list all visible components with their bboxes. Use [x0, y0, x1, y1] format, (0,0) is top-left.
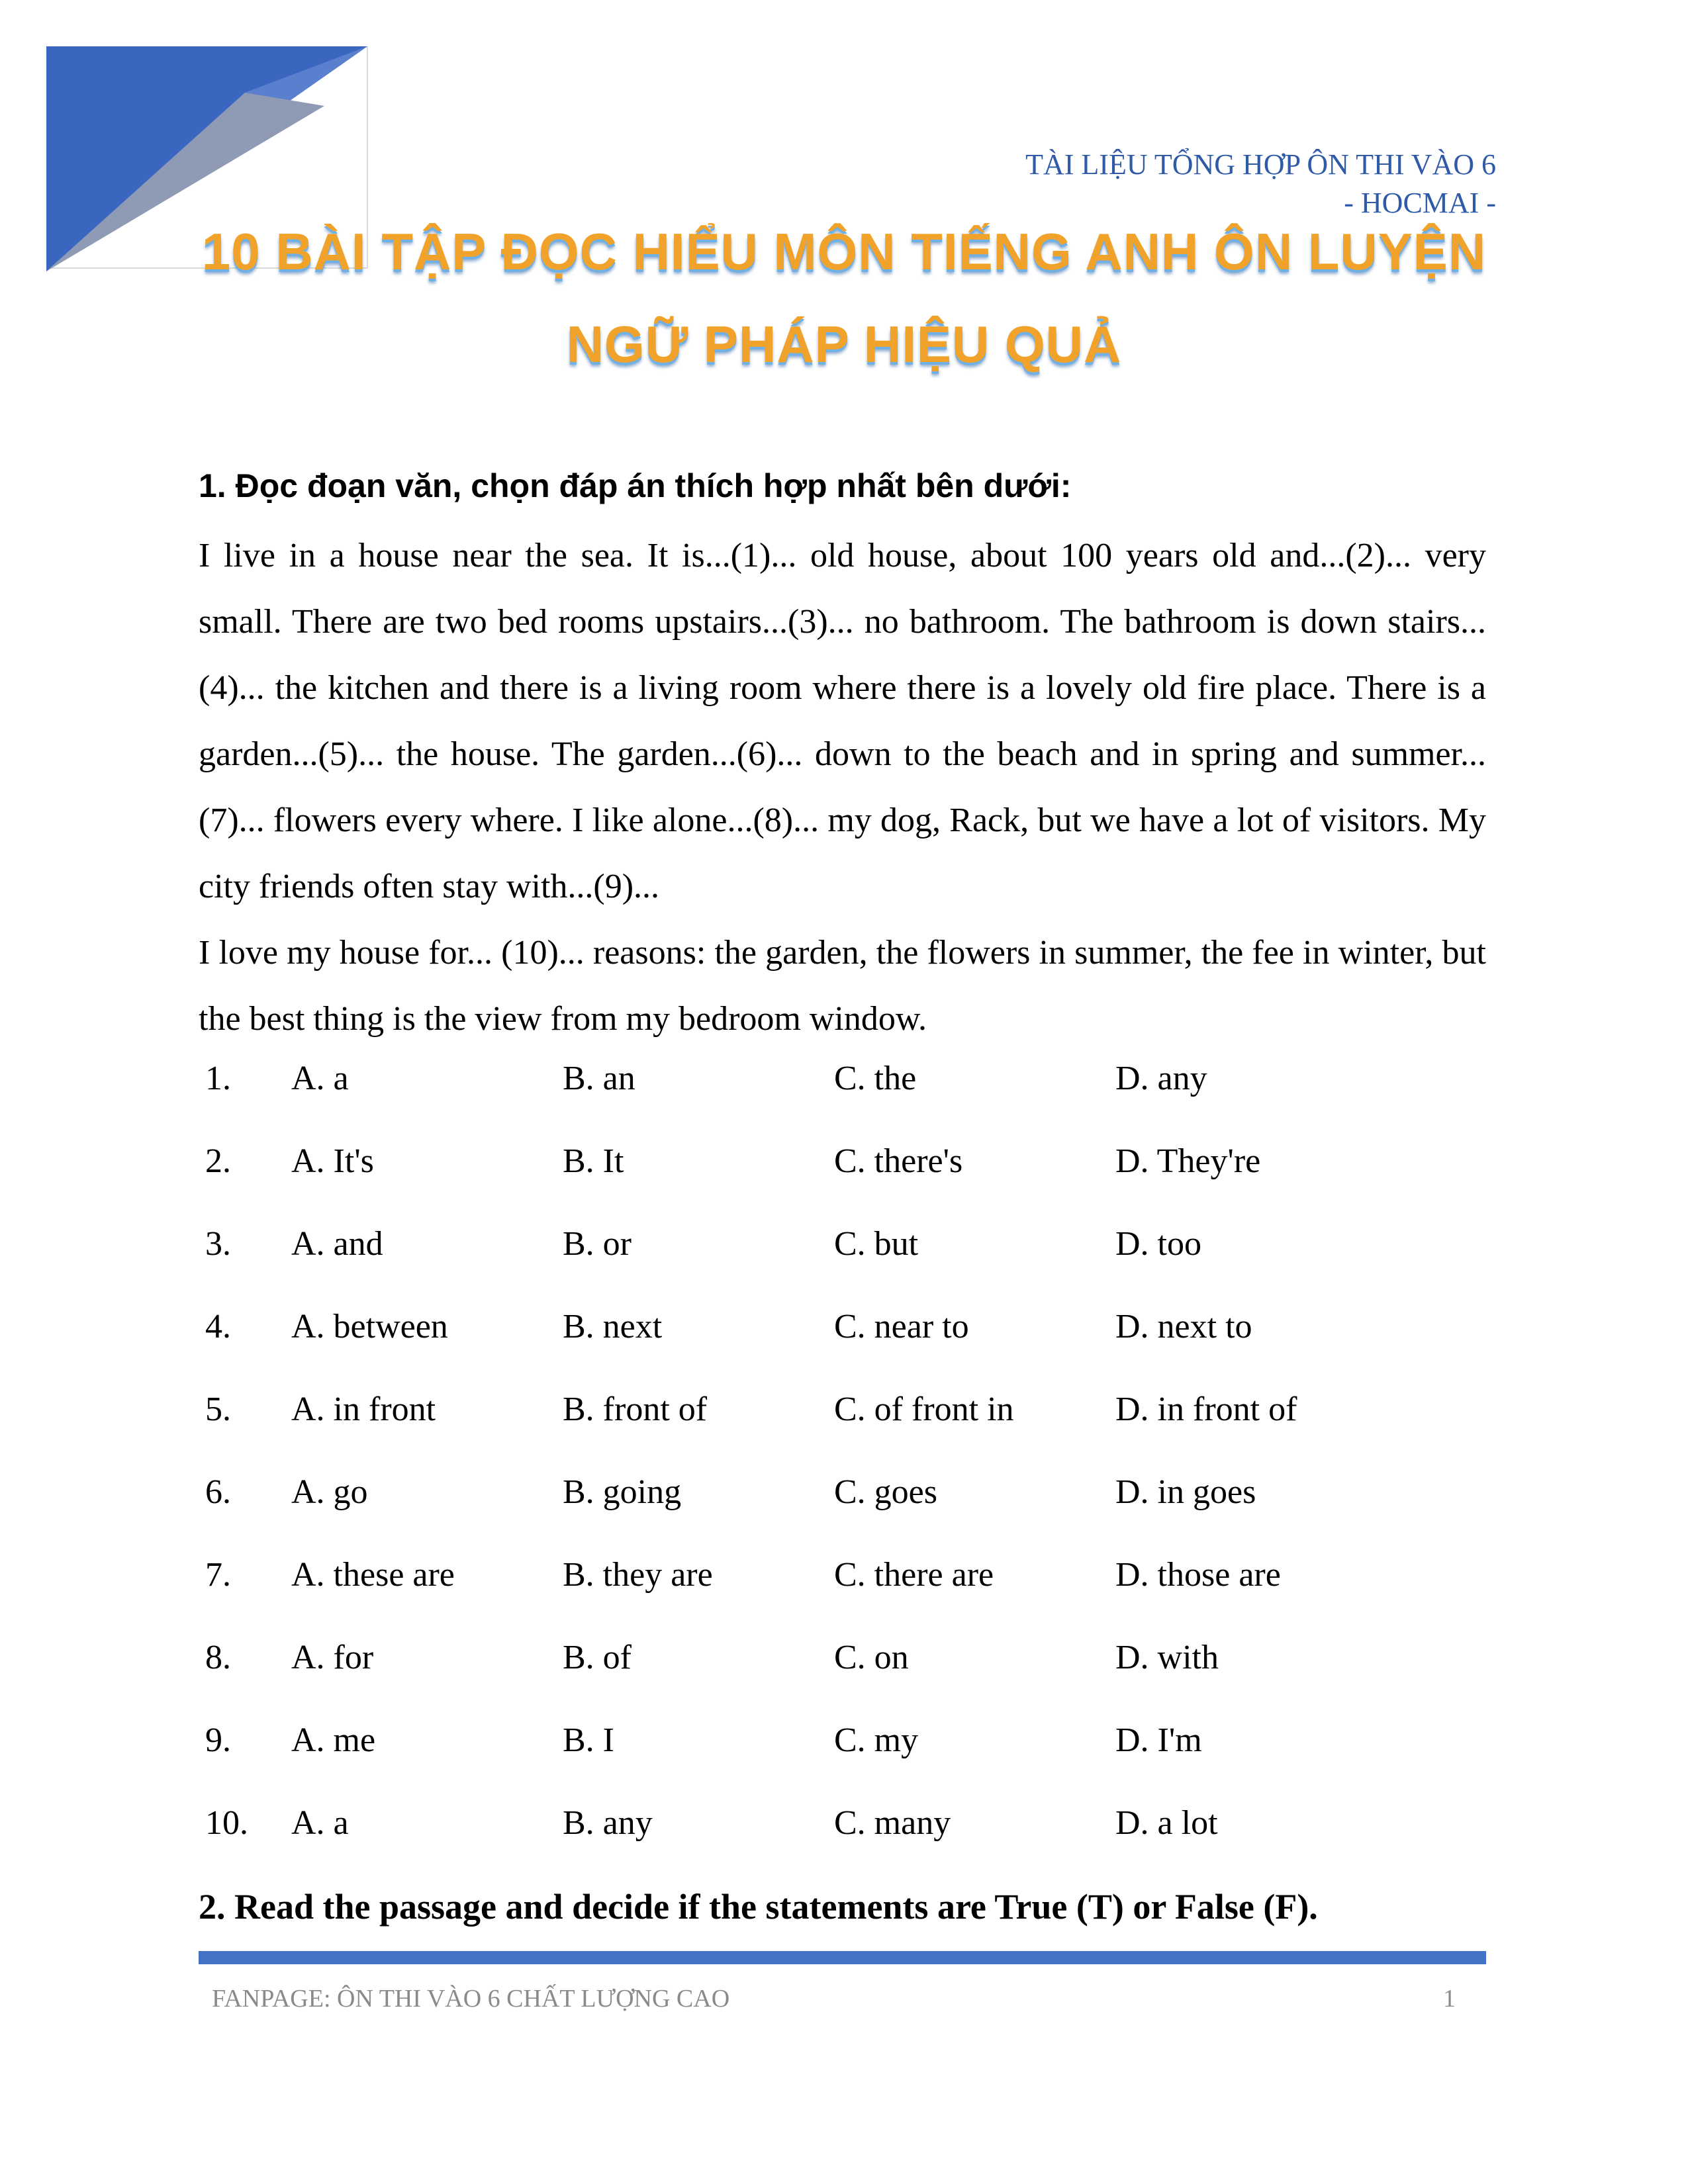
option-a: A. a [291, 1804, 349, 1842]
footer-fanpage: FANPAGE: ÔN THI VÀO 6 CHẤT LƯỢNG CAO [212, 1985, 730, 2013]
option-b: B. any [563, 1804, 653, 1842]
question-number: 3. [205, 1225, 231, 1263]
option-b: B. next [563, 1308, 663, 1345]
section-1-heading: 1. Đọc đoạn văn, chọn đáp án thích hợp nhất bên dưới: [199, 467, 1072, 504]
option-c: C. the [834, 1060, 917, 1097]
option-a: A. go [291, 1473, 368, 1511]
option-b: B. It [563, 1142, 624, 1180]
option-a: A. in front [291, 1390, 436, 1428]
option-b: B. going [563, 1473, 682, 1511]
passage-paragraph-2: I love my house for... (10)... reasons: the garden, the flowers in summer, the fee in winter, but the best thing is the view from my bedroom window. [199, 934, 1486, 1038]
option-d: D. I'm [1115, 1721, 1202, 1759]
question-number: 10. [205, 1804, 248, 1842]
option-c: C. of front in [834, 1390, 1014, 1428]
header-title: TÀI LIỆU TỔNG HỢP ÔN THI VÀO 6 [1025, 148, 1496, 181]
option-c: C. near to [834, 1308, 969, 1345]
footer-divider [199, 1951, 1486, 1964]
section-2-heading: 2. Read the passage and decide if the statements are True (T) or False (F). [199, 1887, 1318, 1927]
option-a: A. me [291, 1721, 376, 1759]
option-c: C. there's [834, 1142, 963, 1180]
option-a: A. It's [291, 1142, 374, 1180]
option-d: D. with [1115, 1639, 1219, 1676]
option-c: C. goes [834, 1473, 937, 1511]
option-a: A. these are [291, 1556, 455, 1594]
option-d: D. They're [1115, 1142, 1261, 1180]
option-d: D. a lot [1115, 1804, 1218, 1842]
option-a: A. and [291, 1225, 383, 1263]
option-a: A. for [291, 1639, 374, 1676]
option-d: D. too [1115, 1225, 1201, 1263]
passage-paragraph-1: I live in a house near the sea. It is...(1)... old house, about 100 years old and...(2)... very small. There are two bed rooms upstairs...(3)... no bathroom. The bathroom is down stairs... (4)... the kitchen and there is a living room where there is a lovely old fire place. There is a garden...(5)... the house. The garden...(6)... down to the beach and in spring and summer...(7)... flowers every where. I like alone...(8)... my dog, Rack, but we have a lot of visitors. My city friends often stay with...(9)... [199, 537, 1486, 905]
option-d: D. in goes [1115, 1473, 1256, 1511]
question-number: 5. [205, 1390, 231, 1428]
page-title-line-1: 10 BÀI TẬP ĐỌC HIỂU MÔN TIẾNG ANH ÔN LUYỆN [201, 222, 1487, 281]
option-b: B. or [563, 1225, 632, 1263]
option-b: B. of [563, 1639, 632, 1676]
option-c: C. there are [834, 1556, 994, 1594]
option-d: D. next to [1115, 1308, 1252, 1345]
option-d: D. any [1115, 1060, 1207, 1097]
question-number: 8. [205, 1639, 231, 1676]
page-title-line-2: NGỮ PHÁP HIỆU QUẢ [566, 315, 1122, 373]
option-c: C. many [834, 1804, 951, 1842]
reading-passage [199, 523, 1486, 1052]
option-c: C. my [834, 1721, 919, 1759]
option-a: A. a [291, 1060, 349, 1097]
page-number: 1 [1443, 1985, 1456, 2013]
document-header [1025, 146, 1496, 222]
option-c: C. on [834, 1639, 909, 1676]
option-d: D. those are [1115, 1556, 1281, 1594]
option-a: A. between [291, 1308, 448, 1345]
option-b: B. front of [563, 1390, 708, 1428]
option-b: B. they are [563, 1556, 713, 1594]
question-number: 2. [205, 1142, 231, 1180]
question-number: 1. [205, 1060, 231, 1097]
option-d: D. in front of [1115, 1390, 1297, 1428]
question-number: 4. [205, 1308, 231, 1345]
question-number: 7. [205, 1556, 231, 1594]
question-number: 9. [205, 1721, 231, 1759]
question-number: 6. [205, 1473, 231, 1511]
option-b: B. I [563, 1721, 614, 1759]
option-c: C. but [834, 1225, 919, 1263]
option-b: B. an [563, 1060, 635, 1097]
header-subtitle: - HOCMAI - [1344, 187, 1496, 219]
